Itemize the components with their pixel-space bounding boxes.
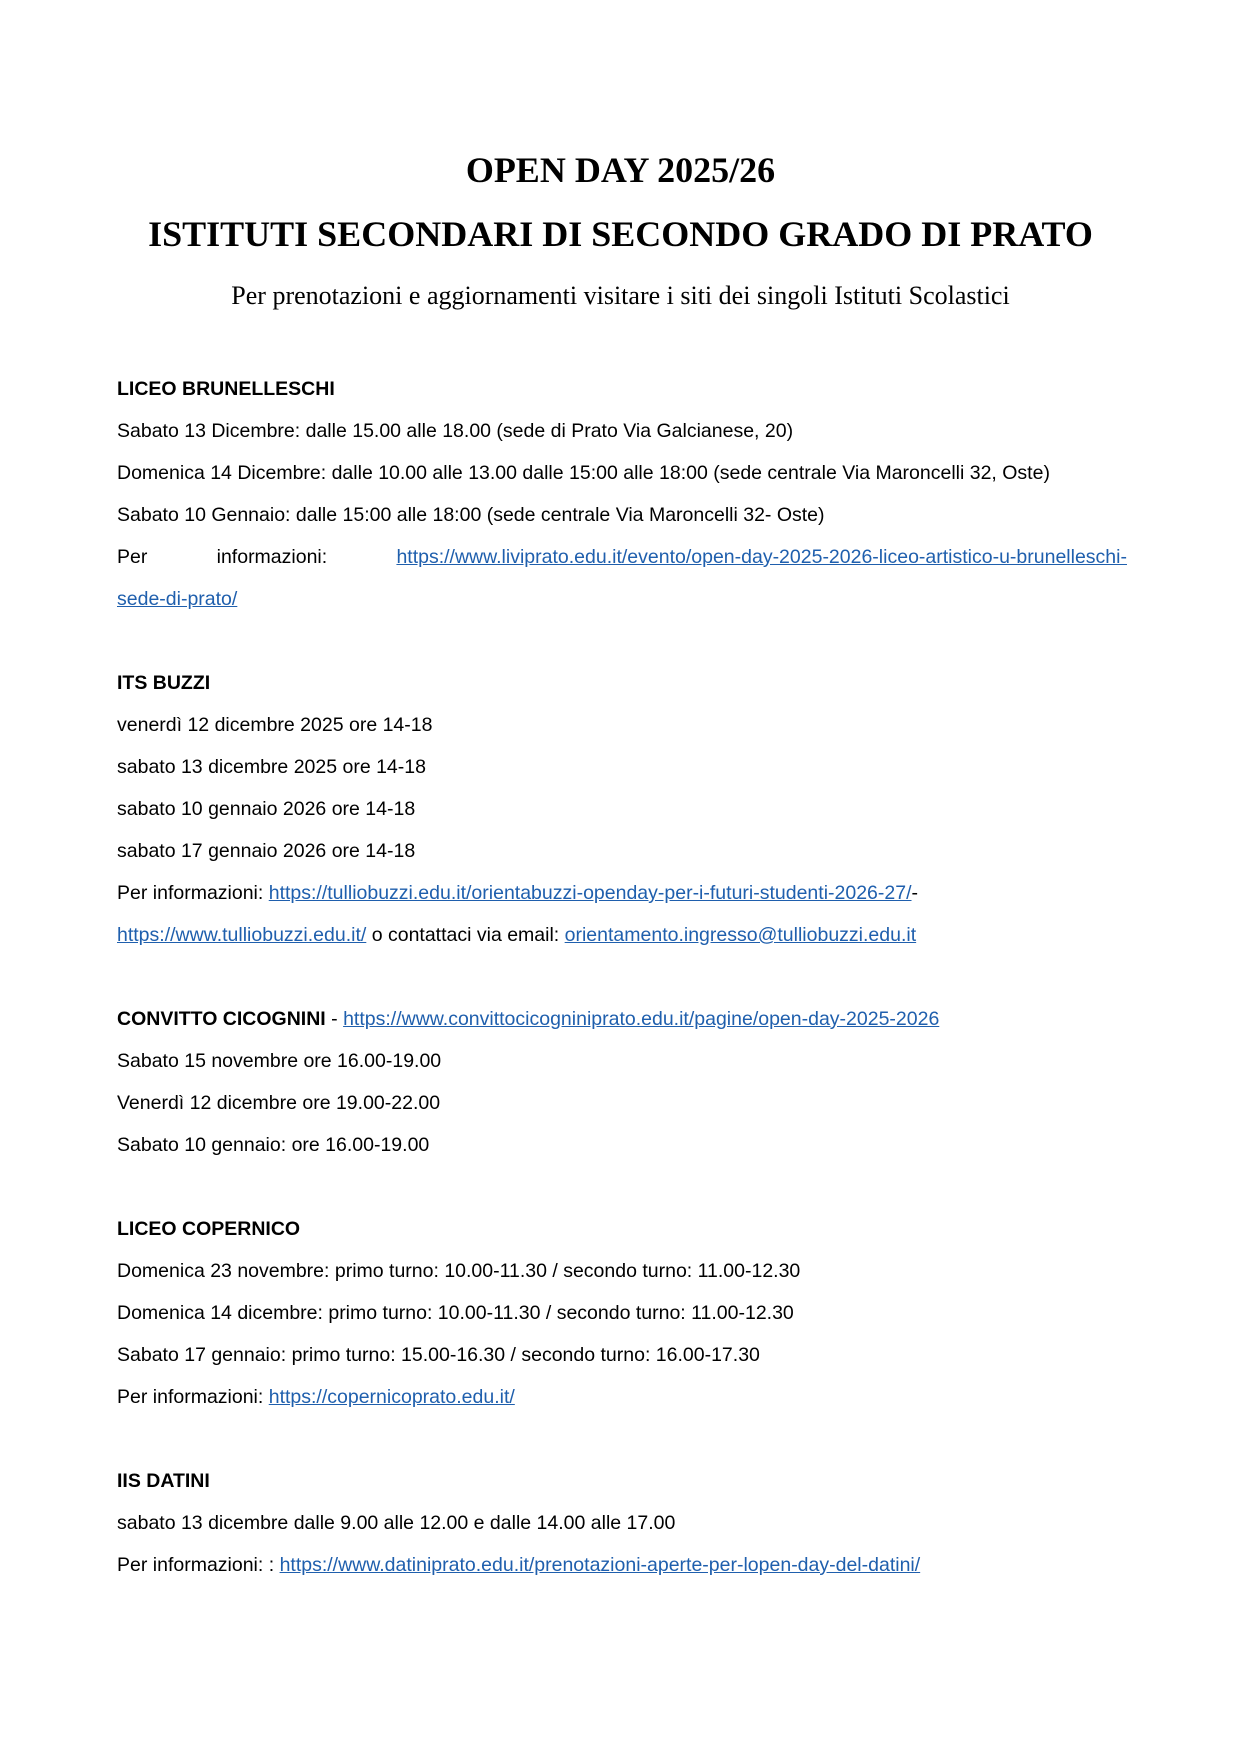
info-label: Per informazioni: : — [117, 1554, 280, 1576]
open-day-date: Venerdì 12 dicembre ore 19.00-22.00 — [117, 1092, 441, 1114]
cicognini-link[interactable]: https://www.convittocicogniniprato.edu.it/pagine/open-day-2025-2026 — [343, 1008, 940, 1030]
copernico-link[interactable]: https://copernicoprato.edu.it/ — [268, 1386, 515, 1408]
booking-note: Per prenotazioni e aggiornamenti visitare i siti dei singoli Istituti Scolastici — [231, 281, 1010, 310]
open-day-date: sabato 13 dicembre 2025 ore 14-18 — [117, 756, 426, 778]
info-label: Per informazioni: — [117, 882, 269, 904]
school-datini — [117, 1460, 1127, 1586]
open-day-date: venerdì 12 dicembre 2025 ore 14-18 — [117, 714, 433, 736]
info-line — [117, 1376, 1127, 1418]
open-day-date: Domenica 14 dicembre: primo turno: 10.00-11.30 / secondo turno: 11.00-12.30 — [117, 1302, 794, 1324]
email-label: o contattaci via email: — [366, 924, 565, 946]
open-day-date: Sabato 13 Dicembre: dalle 15.00 alle 18.00 (sede di Prato Via Galcianese, 20) — [117, 420, 794, 442]
school-name: LICEO COPERNICO — [117, 1218, 301, 1240]
title-dash: - — [325, 1008, 344, 1030]
buzzi-email-link[interactable]: orientamento.ingresso@tulliobuzzi.edu.it — [564, 924, 917, 946]
info-line — [117, 872, 1127, 914]
open-day-date: Sabato 15 novembre ore 16.00-19.00 — [117, 1050, 442, 1072]
link-separator: - — [911, 882, 919, 904]
buzzi-home-link[interactable]: https://www.tulliobuzzi.edu.it/ — [117, 924, 367, 946]
info-label: Per informazioni: — [117, 1386, 269, 1408]
brunelleschi-link-continued[interactable]: sede-di-prato/ — [117, 588, 238, 610]
school-cicognini — [117, 998, 1127, 1166]
open-day-date: sabato 13 dicembre dalle 9.00 alle 12.00 e dalle 14.00 alle 17.00 — [117, 1512, 676, 1534]
info-line — [117, 536, 1127, 578]
page-subtitle: ISTITUTI SECONDARI DI SECONDO GRADO DI PRATO — [148, 214, 1093, 254]
school-brunelleschi — [117, 368, 1127, 620]
open-day-date: sabato 10 gennaio 2026 ore 14-18 — [117, 798, 416, 820]
buzzi-openday-link[interactable]: https://tulliobuzzi.edu.it/orientabuzzi-openday-per-i-futuri-studenti-2026-27/ — [268, 882, 912, 904]
brunelleschi-link[interactable]: https://www.liviprato.edu.it/evento/open-day-2025-2026-liceo-artistico-u-brunelleschi- — [396, 546, 1127, 568]
open-day-date: sabato 17 gennaio 2026 ore 14-18 — [117, 840, 416, 862]
info-line — [117, 1544, 1127, 1586]
page-title: OPEN DAY 2025/26 — [465, 150, 776, 190]
contact-line — [117, 914, 1127, 956]
school-header-line — [117, 998, 1127, 1040]
info-label: informazioni: — [216, 546, 328, 568]
schools-list — [117, 368, 1127, 1628]
school-name: ITS BUZZI — [117, 672, 211, 694]
school-copernico — [117, 1208, 1127, 1418]
open-day-date: Sabato 10 Gennaio: dalle 15:00 alle 18:00 (sede centrale Via Maroncelli 32- Oste) — [117, 504, 825, 526]
datini-link[interactable]: https://www.datiniprato.edu.it/prenotazioni-aperte-per-lopen-day-del-datini/ — [279, 1554, 921, 1576]
school-name: IIS DATINI — [117, 1470, 210, 1492]
open-day-date: Sabato 17 gennaio: primo turno: 15.00-16.30 / secondo turno: 16.00-17.30 — [117, 1344, 760, 1366]
school-name: LICEO BRUNELLESCHI — [117, 378, 335, 400]
school-buzzi — [117, 662, 1127, 956]
open-day-date: Domenica 14 Dicembre: dalle 10.00 alle 13.00 dalle 15:00 alle 18:00 (sede centrale Via Maroncelli 32, Oste) — [117, 462, 1050, 484]
info-label: Per — [117, 546, 148, 568]
open-day-date: Sabato 10 gennaio: ore 16.00-19.00 — [117, 1134, 430, 1156]
school-name: CONVITTO CICOGNINI — [117, 1008, 326, 1030]
open-day-date: Domenica 23 novembre: primo turno: 10.00-11.30 / secondo turno: 11.00-12.30 — [117, 1260, 801, 1282]
